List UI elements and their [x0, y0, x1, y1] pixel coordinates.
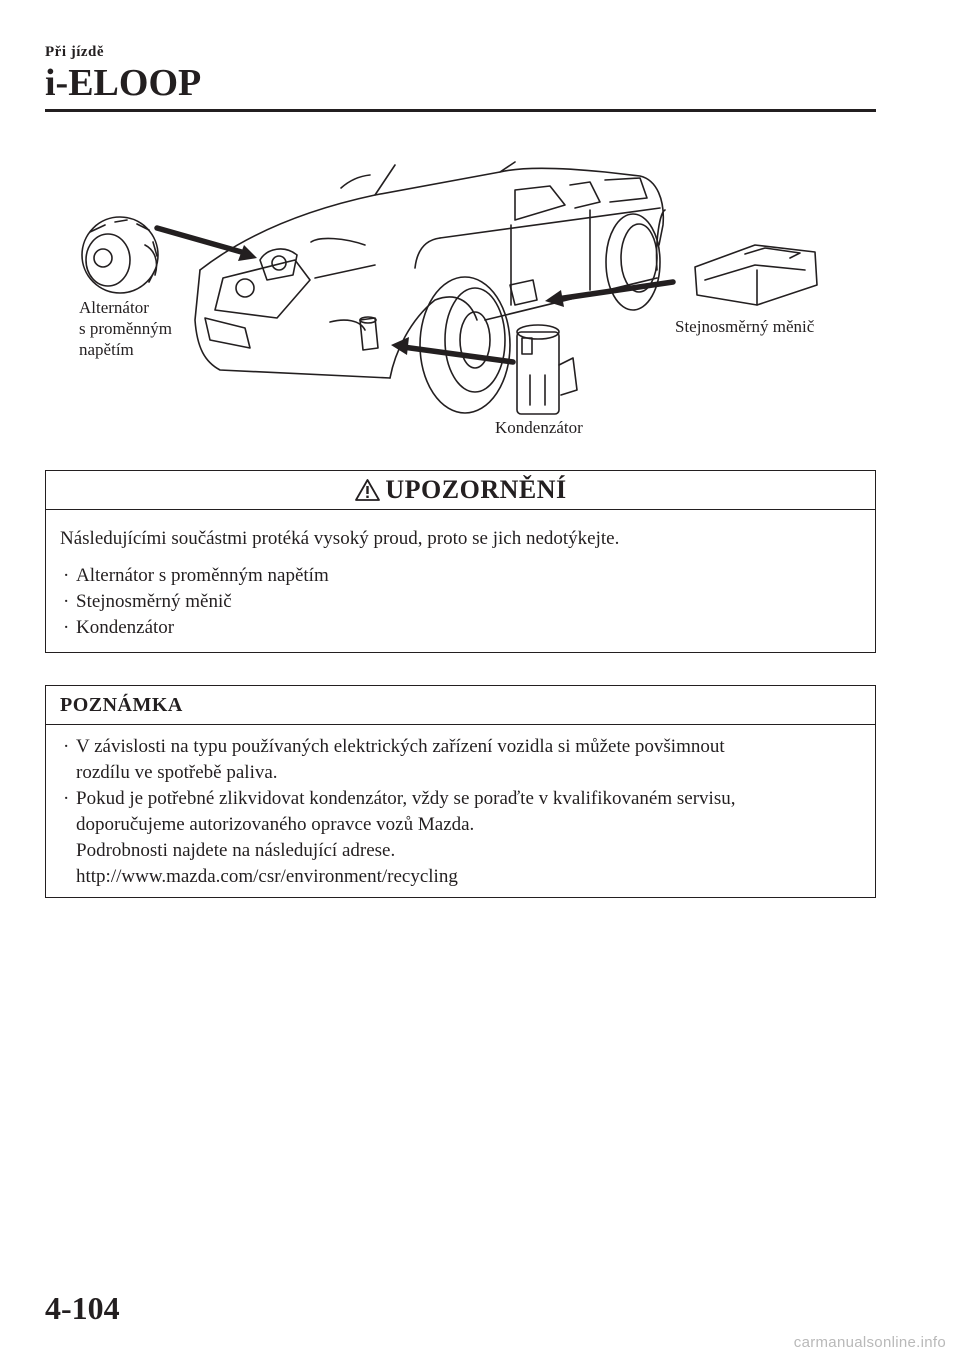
- recycling-url: http://www.mazda.com/csr/environment/recycling: [76, 866, 458, 887]
- note-list: [60, 734, 735, 890]
- bullet-icon: ·: [63, 617, 70, 638]
- caution-text: Následujícími součástmi protéká vysoký proud, proto se jich nedotýkejte.: [60, 528, 620, 549]
- alternator-part: [82, 217, 158, 293]
- title-divider: [45, 109, 876, 112]
- list-item: · Kondenzátor: [60, 615, 329, 641]
- page-title: i-ELOOP: [45, 62, 202, 104]
- component-figure: [45, 150, 876, 450]
- note-title: POZNÁMKA: [60, 693, 183, 716]
- caution-list: [60, 563, 329, 641]
- bullet-icon: ·: [63, 788, 70, 809]
- caution-title: UPOZORNĚNÍ: [385, 475, 567, 504]
- list-item: · Alternátor s proměnným napětím: [60, 563, 329, 589]
- warning-icon: [354, 478, 381, 502]
- bullet-icon: ·: [63, 591, 70, 612]
- breadcrumb: Při jízdě: [45, 44, 105, 60]
- caution-box: [45, 470, 876, 653]
- note-box: [45, 685, 876, 898]
- dc-converter-label: Stejnosměrný měnič: [675, 317, 815, 336]
- alternator-label: Alternátor s proměnným napětím: [79, 298, 173, 359]
- list-item: · V závislosti na typu používaných elektrických zařízení vozidla si můžete povšimnout rozdílu ve spotřebě paliva.: [63, 736, 725, 783]
- capacitor-arrow: [403, 347, 513, 362]
- page-number: 4-104: [45, 1290, 120, 1326]
- bullet-icon: ·: [63, 736, 70, 757]
- caution-header: [46, 471, 875, 510]
- list-item: · Pokud je potřebné zlikvidovat kondenzátor, vždy se poraďte v kvalifikovaném servisu, doporučujeme autorizovaného opravce vozů Mazda. Podrobnosti najdete na následující adrese. http://www.mazda.com/csr/environment/recycling: [60, 786, 735, 890]
- capacitor-label: Kondenzátor: [495, 418, 583, 437]
- note-header: [46, 686, 875, 725]
- capacitor-part: [517, 325, 577, 414]
- bullet-icon: ·: [63, 565, 70, 586]
- alternator-arrow: [157, 228, 245, 253]
- list-item: · Stejnosměrný měnič: [60, 589, 329, 615]
- dc-converter-part: [695, 245, 817, 305]
- watermark: carmanualsonline.info: [793, 1334, 946, 1351]
- capacitor-arrowhead: [391, 337, 409, 355]
